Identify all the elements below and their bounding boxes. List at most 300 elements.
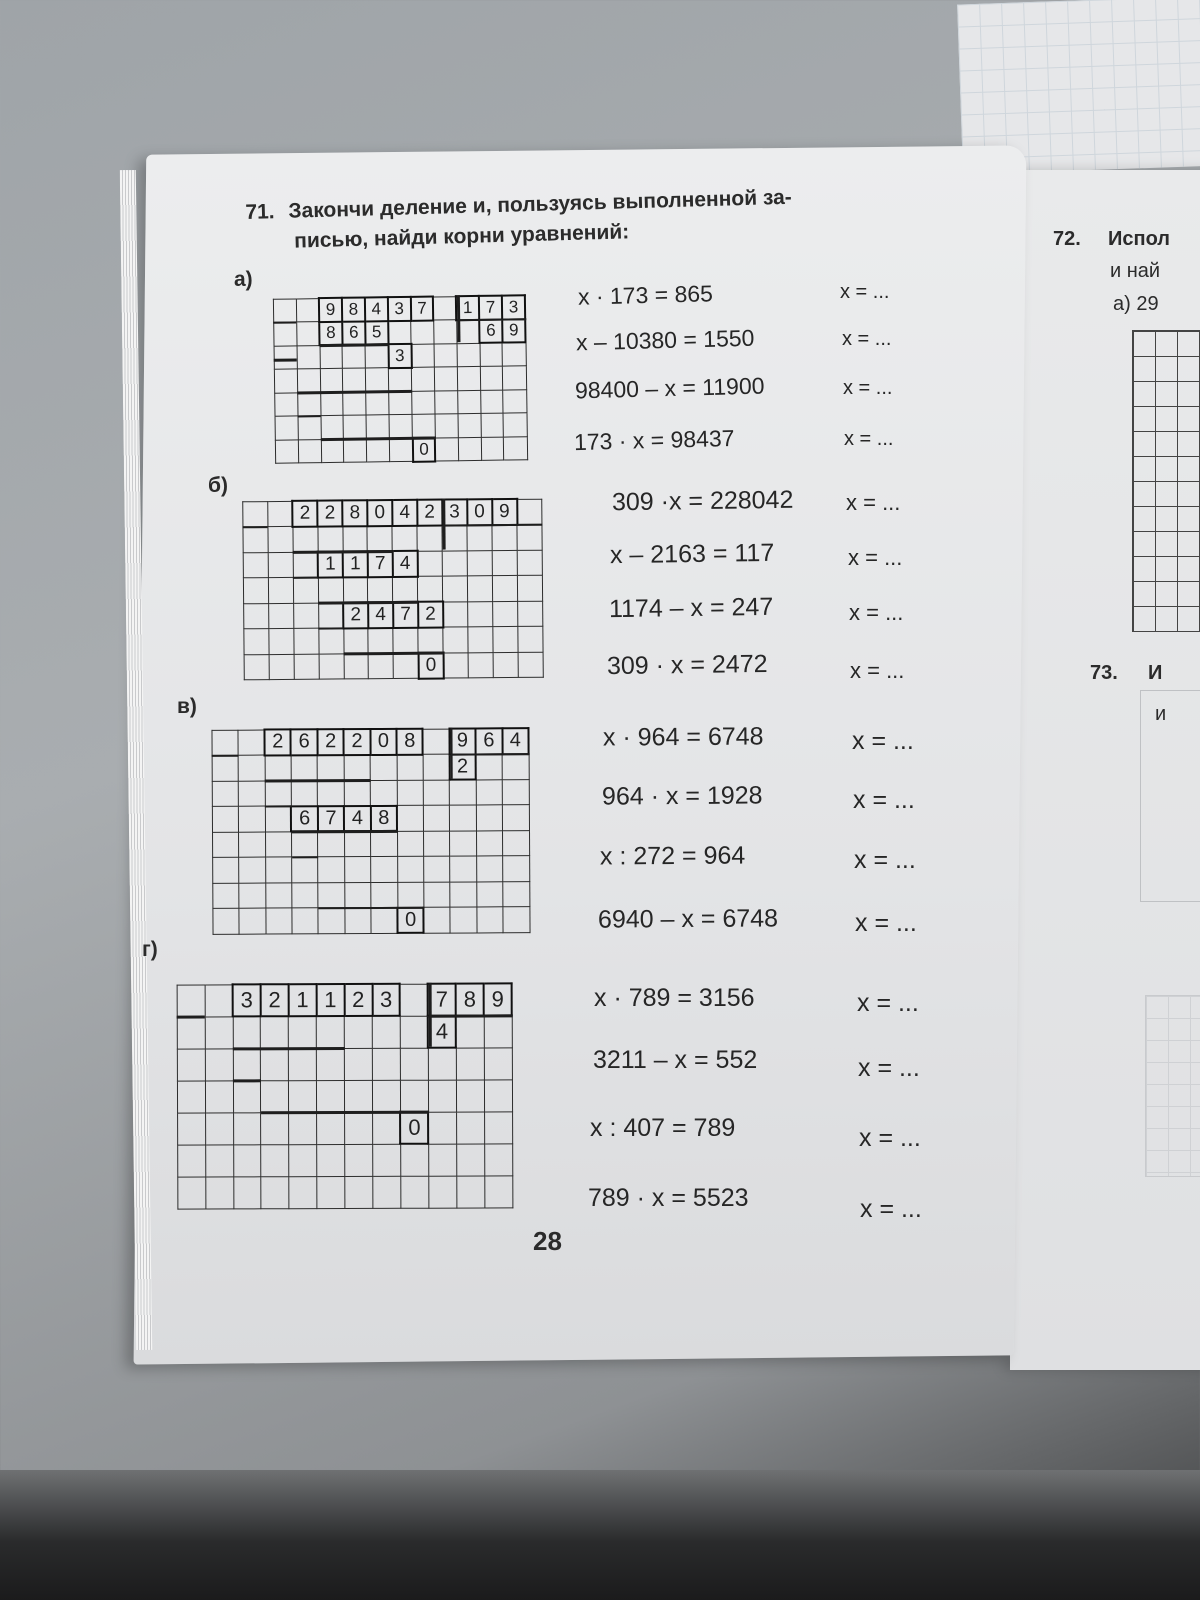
grid-cell [390,438,413,462]
grid-cell [268,526,293,552]
division-digit: 0 [400,1112,428,1144]
task-71-number: 71. [245,200,275,224]
division-digit: 2 [417,500,442,526]
grid-cell [442,550,467,576]
grid-cell [205,1016,233,1048]
grid-cell [449,779,476,805]
grid-cell [344,780,371,806]
grid-cell [345,1112,373,1144]
grid-cell [493,652,518,678]
grid-cell [318,577,343,603]
grid-cell [428,1144,456,1176]
grid-cell [443,652,468,678]
grid-cell [423,805,449,831]
answer-blank: x = ... [850,658,905,683]
grid-cell [468,576,493,602]
answer-blank: x = ... [859,1124,921,1152]
grid-cell [492,575,517,601]
grid-cell [502,342,525,366]
division-digit: 1 [288,984,316,1016]
grid-cell [517,499,542,525]
grid-cell [456,1144,484,1176]
grid-cell [212,806,238,832]
grid-cell [484,1143,512,1175]
answer-blank: x = ... [857,989,919,1017]
division-digit: 9 [449,728,476,754]
grid-cell [456,1048,484,1080]
grid-cell [298,416,321,440]
grid-cell [318,857,345,883]
grid-cell [450,856,477,882]
grid-cell [206,1176,234,1208]
equation: 309 · x = 2472 [606,649,768,681]
grid-cell [492,550,517,576]
grid-cell [343,391,366,415]
division-grid-a [273,294,528,462]
division-digit: 8 [342,500,367,526]
equation: x · 964 = 6748 [602,722,764,752]
grid-cell [518,626,543,652]
grid-cell [212,781,238,807]
answer-blank: x = ... [849,600,904,625]
grid-cell [492,524,517,550]
grid-cell [265,780,292,806]
grid-cell [517,550,542,576]
grid-cell [205,1112,233,1144]
grid-cell [433,296,456,320]
division-digit: 4 [393,551,418,577]
division-bracket [429,983,432,1047]
division-bracket [442,499,445,550]
grid-cell [345,908,372,934]
grid-cell [417,525,442,551]
answer-blank: x = ... [848,545,903,570]
grid-cell [389,391,412,415]
grid-cell [317,1112,345,1144]
grid-cell [292,857,319,883]
grid-cell [345,1176,373,1208]
grid-cell [476,779,503,805]
grid-cell [293,603,318,629]
grid-cell [233,1080,261,1112]
division-underline [177,1015,205,1018]
task-72-part-a: а) 29 [1113,293,1159,315]
grid-cell [434,367,457,391]
division-digit: 4 [502,728,529,754]
grid-cell [503,413,526,437]
grid-cell [368,577,393,603]
grid-cell [456,1176,484,1208]
grid-cell [318,831,345,857]
division-digit: 6 [342,321,365,345]
division-digit: 2 [265,729,292,755]
equation: 6940 – x = 6748 [597,904,779,934]
grid-cell [213,832,239,858]
grid-cell [238,730,264,756]
grid-cell [504,436,527,460]
grid-cell [518,601,543,627]
grid-cell [393,576,418,602]
grid-cell [443,576,468,602]
grid-cell [370,780,397,806]
grid-cell [371,856,398,882]
grid-cell [177,984,205,1016]
division-digit: 7 [318,806,345,832]
division-digit: 9 [484,983,512,1015]
equation: x · 173 = 865 [577,280,714,310]
division-digit: 1 [343,551,368,577]
grid-cell [458,413,481,437]
answer-blank: x = ... [840,281,890,303]
grid-cell [450,881,477,907]
grid-cell [244,629,269,655]
division-underline [298,415,321,418]
grid-cell [244,654,269,680]
grid-cell [481,437,504,461]
division-digit: 0 [367,500,392,526]
grid-cell [274,369,297,393]
grid-cell [318,628,343,654]
division-digit: 8 [319,321,342,345]
grid-cell [480,366,503,390]
task-73-text-line2: и [1155,703,1167,725]
division-digit: 2 [292,501,317,527]
grid-cell [502,754,529,780]
equation: x – 2163 = 117 [609,538,775,570]
grid-cell [424,882,450,908]
division-digit: 7 [479,296,502,320]
grid-cell [212,730,238,756]
right-page-grid [1132,330,1200,632]
grid-cell [418,627,443,653]
grid-cell [484,1015,512,1047]
grid-cell [468,627,493,653]
grid-cell [177,1048,205,1080]
division-underline [242,526,267,529]
grid-cell [502,805,529,831]
grid-cell [369,653,394,679]
grid-cell [318,780,345,806]
equation: 309 ·x = 228042 [611,485,794,517]
grid-cell [296,322,319,346]
grid-cell [239,806,265,832]
grid-cell [297,369,320,393]
grid-cell [418,551,443,577]
grid-cell [289,1080,317,1112]
answer-blank: x = ... [855,909,917,937]
grid-cell [457,366,480,390]
grid-cell [344,857,371,883]
grid-cell [238,755,264,781]
answer-blank: x = ... [860,1195,922,1223]
grid-cell [442,525,467,551]
grid-cell [178,1176,206,1208]
grid-cell [443,601,468,627]
division-digit: 4 [392,500,417,526]
division-digit: 2 [317,500,342,526]
grid-cell [480,343,503,367]
grid-cell [243,527,268,553]
grid-cell [293,526,318,552]
grid-cell [423,831,449,857]
grid-cell [428,1112,456,1144]
grid-cell [213,857,239,883]
division-digit: 0 [370,729,397,755]
page-number: 28 [533,1226,562,1256]
grid-cell [274,345,297,369]
grid-cell [269,628,294,654]
grid-cell [365,344,388,368]
grid-cell [435,414,458,438]
grid-cell [239,908,265,934]
division-digit: 8 [371,805,398,831]
grid-cell [400,1080,428,1112]
grid-cell [423,729,449,755]
grid-cell [269,654,294,680]
grid-cell [244,603,269,629]
equation: 789 · x = 5523 [588,1184,749,1212]
answer-blank: x = ... [846,490,901,515]
grid-cell [268,552,293,578]
task-71-text-line1: Закончи деление и, пользуясь выполненной за- [288,185,793,223]
division-digit: 4 [365,297,388,321]
grid-cell [457,343,480,367]
grid-cell [411,367,434,391]
grid-cell [424,907,450,933]
grid-cell [266,908,293,934]
grid-cell [292,882,319,908]
grid-cell [289,1144,317,1176]
division-digit: 2 [261,984,289,1016]
division-digit: 4 [428,1016,456,1048]
grid-cell [371,831,398,857]
grid-cell [456,1112,484,1144]
grid-cell [503,907,530,933]
division-underline [265,805,292,808]
grid-cell [467,550,492,576]
division-digit: 7 [410,297,433,321]
grid-cell [503,856,530,882]
grid-cell [291,755,318,781]
division-digit: 8 [456,984,484,1016]
grid-cell [435,390,458,414]
grid-cell [239,883,265,909]
answer-blank: x = ... [854,846,916,874]
grid-cell [344,1016,372,1048]
division-digit: 0 [412,438,435,462]
grid-cell [397,882,424,908]
grid-cell [467,525,492,551]
grid-cell [468,652,493,678]
grid-cell [456,1016,484,1048]
grid-cell [274,322,297,346]
division-underline [233,1079,261,1082]
division-digit: 0 [418,653,443,679]
right-page-box [1140,690,1200,902]
grid-cell [317,1144,345,1176]
grid-cell [316,1016,344,1048]
grid-cell [261,1176,289,1208]
grid-cell [344,438,367,462]
division-digit: 9 [502,319,525,343]
equation: 3211 – x = 552 [593,1046,758,1074]
grid-cell [412,414,435,438]
grid-cell [318,882,345,908]
grid-cell [484,1079,512,1111]
grid-cell [366,391,389,415]
grid-cell [457,390,480,414]
grid-cell [411,320,434,344]
desk-shadow [0,1470,1200,1600]
grid-cell [265,831,292,857]
grid-cell [261,1048,289,1080]
division-digit: 7 [428,984,456,1016]
grid-cell [321,415,344,439]
grid-cell [294,654,319,680]
grid-cell [321,439,344,463]
grid-cell [412,391,435,415]
equation: x · 789 = 3156 [594,984,755,1012]
grid-cell [265,755,292,781]
grid-cell [289,1048,317,1080]
grid-cell [233,1144,261,1176]
part-label-b: б) [208,474,228,497]
grid-cell [344,653,369,679]
grid-cell [289,1016,317,1048]
grid-cell [205,984,233,1016]
grid-cell [293,552,318,578]
grid-cell [265,882,292,908]
grid-cell [373,1176,401,1208]
division-digit: 8 [342,297,365,321]
grid-cell [239,781,265,807]
grid-cell [343,526,368,552]
division-digit: 1 [316,984,344,1016]
task-71-text-line2: писью, найди корни уравнений: [293,220,630,253]
grid-cell [424,856,450,882]
grid-cell [392,525,417,551]
division-digit: 2 [344,984,372,1016]
division-underline [318,627,343,630]
grid-cell [503,830,530,856]
grid-cell [212,755,238,781]
grid-cell [177,1080,205,1112]
grid-cell [423,754,449,780]
grid-cell [343,368,366,392]
grid-cell [273,298,296,322]
grid-cell [476,830,503,856]
grid-cell [401,1176,429,1208]
grid-cell [297,345,320,369]
grid-cell [450,805,477,831]
grid-cell [233,1112,261,1144]
grid-cell [481,413,504,437]
answer-blank: x = ... [842,328,892,350]
division-digit: 2 [418,602,443,628]
grid-cell [373,1112,401,1144]
division-grid-b [242,498,544,679]
grid-cell [429,1176,457,1208]
equation: 964 · x = 1928 [601,781,763,811]
grid-cell [178,1144,206,1176]
division-digit: 4 [344,806,371,832]
division-underline [450,753,530,756]
grid-cell [443,627,468,653]
grid-cell [275,439,298,463]
grid-cell [372,1048,400,1080]
grid-cell [393,627,418,653]
grid-cell [518,652,543,678]
grid-cell [343,415,366,439]
grid-cell [239,857,265,883]
grid-cell [401,1144,429,1176]
grid-cell [261,1144,289,1176]
grid-cell [480,390,503,414]
division-underline [274,358,297,361]
division-underline [212,754,239,757]
answer-blank: x = ... [843,377,893,399]
grid-cell [434,343,457,367]
grid-cell [205,1048,233,1080]
equation: 1174 – x = 247 [608,592,774,624]
grid-cell [397,831,424,857]
grid-cell [393,653,418,679]
division-underline [233,1047,345,1050]
division-grid-g [177,982,514,1207]
division-digit: 2 [449,754,476,780]
grid-cell [456,1080,484,1112]
grid-cell [261,1016,289,1048]
task-72-text-line2: и най [1110,260,1161,282]
grid-cell [318,602,343,628]
grid-cell [291,780,318,806]
grid-cell [319,653,344,679]
division-digit: 3 [388,344,411,368]
grid-cell [423,780,449,806]
division-digit: 0 [467,499,492,525]
division-digit: 0 [397,907,424,933]
grid-cell [289,1176,317,1208]
task-72-number: 72. [1053,228,1081,250]
division-digit: 2 [344,729,371,755]
grid-cell [293,577,318,603]
grid-cell [503,389,526,413]
division-underline [293,576,318,579]
part-label-g: г) [142,938,158,961]
grid-cell [502,779,529,805]
grid-cell [320,368,343,392]
grid-cell [205,1080,233,1112]
division-digit: 1 [456,296,479,320]
division-digit: 3 [372,984,400,1016]
grid-cell [233,1016,261,1048]
grid-cell [476,856,503,882]
grid-cell [275,392,298,416]
grid-cell [503,881,530,907]
grid-cell [265,806,292,832]
grid-cell [294,628,319,654]
part-label-v: в) [177,695,197,718]
equation: x – 10380 = 1550 [575,324,755,356]
grid-cell [317,755,344,781]
division-digit: 7 [393,602,418,628]
division-underline [292,856,319,859]
division-digit: 6 [476,728,503,754]
division-digit: 7 [368,551,393,577]
grid-cell [476,754,503,780]
grid-cell [213,908,239,934]
grid-cell [458,437,481,461]
